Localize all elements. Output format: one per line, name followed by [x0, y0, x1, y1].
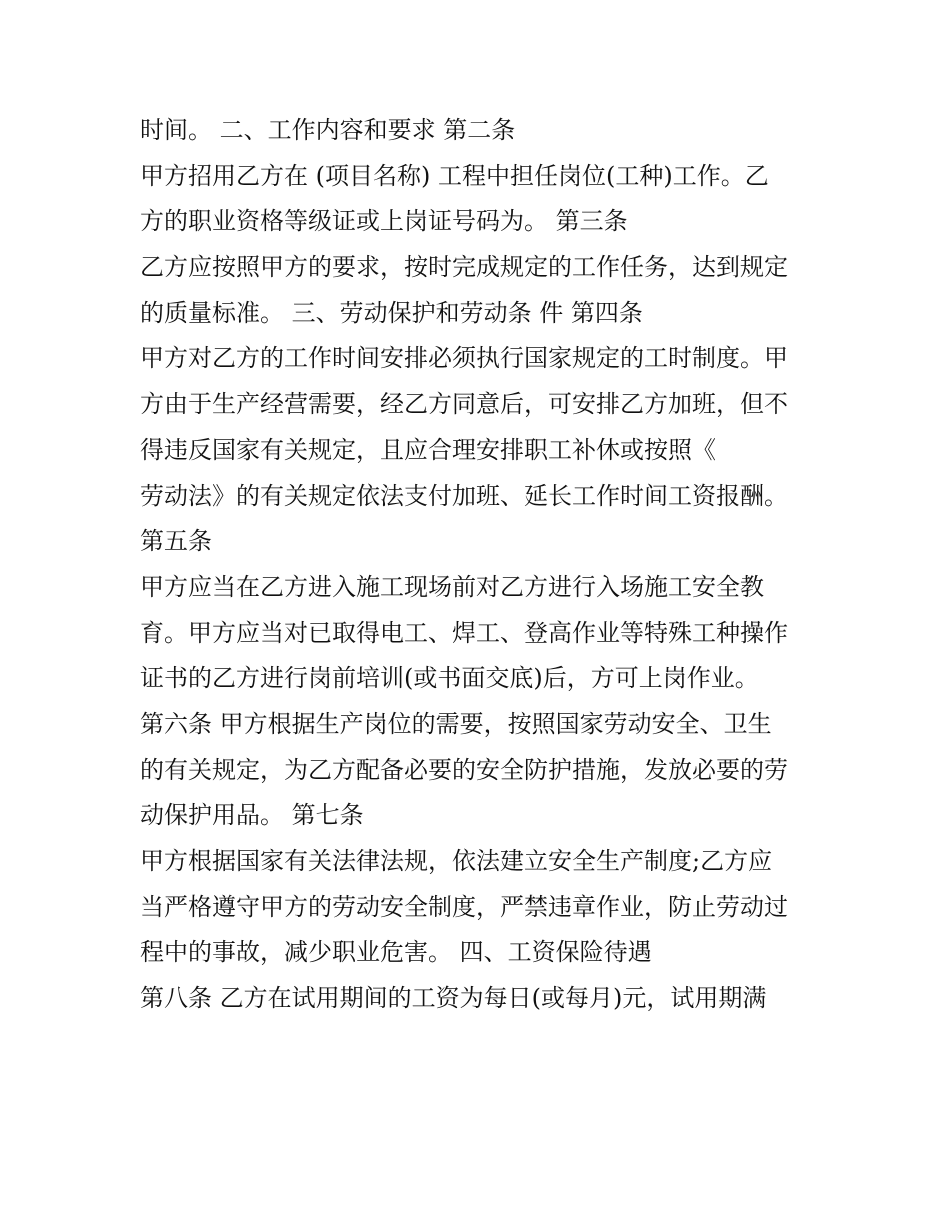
text-line-10: 第五条	[140, 527, 212, 556]
text-line-20: 第八条 乙方在试用期间的工资为每日(或每月)元，试用期满	[140, 984, 767, 1013]
text-line-3: 方的职业资格等级证或上岗证号码为。 第三条	[140, 207, 628, 236]
text-line-19: 程中的事故，减少职业危害。 四、工资保险待遇	[140, 938, 652, 967]
text-line-12: 育。甲方应当对已取得电工、焊工、登高作业等特殊工种操作	[140, 618, 788, 647]
text-line-1: 时间。 二、工作内容和要求 第二条	[140, 116, 516, 144]
text-line-8: 得违反国家有关规定，且应合理安排职工补休或按照《	[140, 435, 716, 464]
text-line-6: 甲方对乙方的工作时间安排必须执行国家规定的工时制度。甲	[140, 344, 788, 373]
text-line-18: 当严格遵守甲方的劳动安全制度，严禁违章作业，防止劳动过	[140, 892, 788, 921]
text-line-16: 动保护用品。 第七条	[140, 801, 364, 830]
text-line-14: 第六条 甲方根据生产岗位的需要，按照国家劳动安全、卫生	[140, 709, 772, 738]
text-line-13: 证书的乙方进行岗前培训(或书面交底)后，方可上岗作业。	[140, 664, 759, 693]
text-line-5: 的质量标准。 三、劳动保护和劳动条 件 第四条	[140, 298, 643, 327]
text-line-9: 劳动法》的有关规定依法支付加班、延长工作时间工资报酬。	[140, 481, 788, 510]
text-line-7: 方由于生产经营需要，经乙方同意后，可安排乙方加班，但不	[140, 390, 788, 419]
text-line-11: 甲方应当在乙方进入施工现场前对乙方进行入场施工安全教	[140, 572, 764, 601]
text-line-17: 甲方根据国家有关法律法规，依法建立安全生产制度;乙方应	[140, 847, 773, 875]
document-body	[140, 108, 830, 1022]
text-line-4: 乙方应按照甲方的要求，按时完成规定的工作任务，达到规定	[140, 253, 788, 282]
text-line-15: 的有关规定，为乙方配备必要的安全防护措施，发放必要的劳	[140, 755, 788, 784]
text-line-2: 甲方招用乙方在 (项目名称) 工程中担任岗位(工种)工作。乙	[140, 161, 769, 190]
